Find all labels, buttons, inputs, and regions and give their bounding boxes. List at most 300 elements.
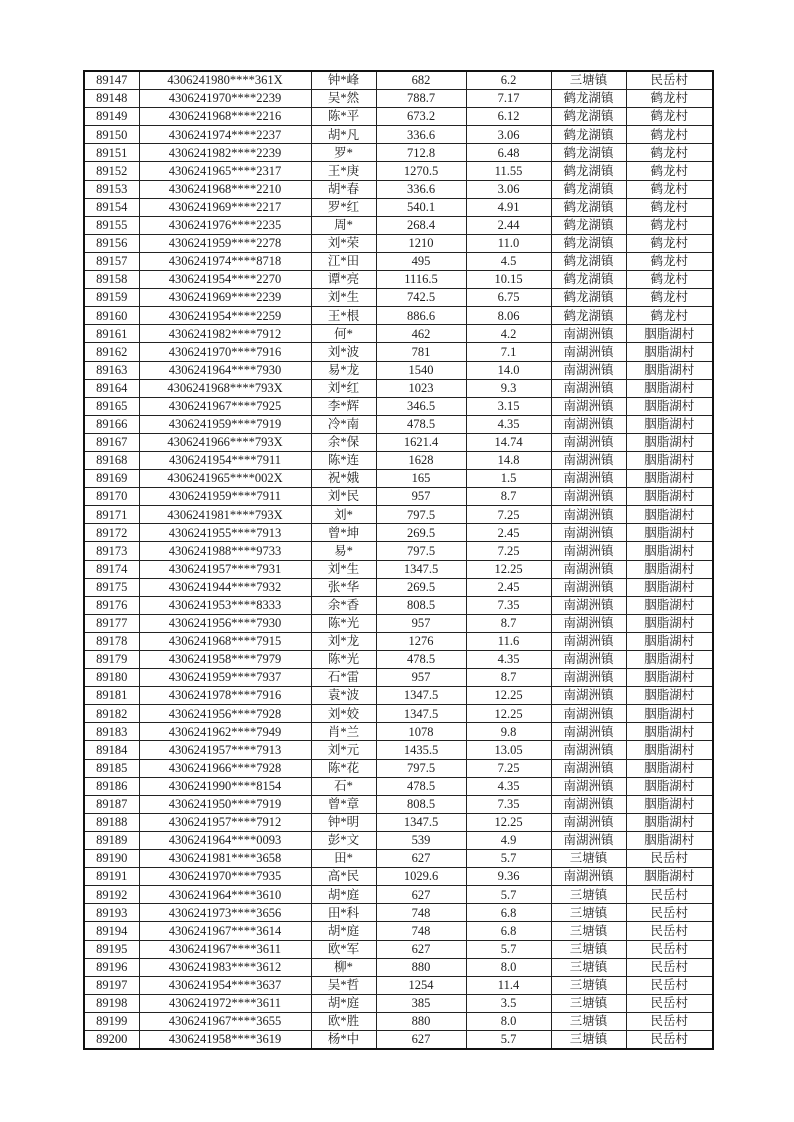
table-cell-amount: 1023 [376, 379, 466, 397]
table-cell-subsidy: 12.25 [466, 813, 551, 831]
table-cell-village: 胭脂湖村 [626, 795, 713, 813]
table-cell-serial: 89156 [84, 234, 139, 252]
table-cell-town: 南湖洲镇 [551, 542, 626, 560]
table-cell-town: 鹤龙湖镇 [551, 108, 626, 126]
table-cell-subsidy: 12.25 [466, 705, 551, 723]
table-row [84, 795, 713, 813]
table-row [84, 90, 713, 108]
table-cell-name: 刘*生 [311, 560, 376, 578]
table-cell-serial: 89190 [84, 850, 139, 868]
table-cell-id_masked: 4306241974****2237 [139, 126, 311, 144]
table-cell-town: 南湖洲镇 [551, 759, 626, 777]
table-cell-serial: 89165 [84, 397, 139, 415]
table-cell-name: 曾*坤 [311, 524, 376, 542]
table-cell-village: 民岳村 [626, 1012, 713, 1030]
table-cell-serial: 89149 [84, 108, 139, 126]
table-cell-amount: 269.5 [376, 524, 466, 542]
table-cell-town: 南湖洲镇 [551, 361, 626, 379]
table-cell-village: 胭脂湖村 [626, 433, 713, 451]
table-row [84, 632, 713, 650]
table-cell-serial: 89188 [84, 813, 139, 831]
table-cell-town: 南湖洲镇 [551, 813, 626, 831]
table-cell-id_masked: 4306241955****7913 [139, 524, 311, 542]
table-cell-village: 胭脂湖村 [626, 596, 713, 614]
table-cell-village: 民岳村 [626, 904, 713, 922]
table-cell-serial: 89199 [84, 1012, 139, 1030]
table-cell-id_masked: 4306241964****7930 [139, 361, 311, 379]
table-cell-serial: 89157 [84, 252, 139, 270]
table-cell-amount: 478.5 [376, 415, 466, 433]
table-cell-serial: 89170 [84, 488, 139, 506]
table-cell-subsidy: 14.8 [466, 451, 551, 469]
table-cell-amount: 1116.5 [376, 271, 466, 289]
table-cell-serial: 89191 [84, 868, 139, 886]
table-cell-amount: 495 [376, 252, 466, 270]
table-cell-subsidy: 8.06 [466, 307, 551, 325]
table-cell-town: 鹤龙湖镇 [551, 289, 626, 307]
table-cell-serial: 89168 [84, 451, 139, 469]
table-row [84, 976, 713, 994]
table-cell-name: 易*龙 [311, 361, 376, 379]
table-cell-id_masked: 4306241967****3655 [139, 1012, 311, 1030]
table-cell-village: 胭脂湖村 [626, 542, 713, 560]
table-cell-village: 胭脂湖村 [626, 451, 713, 469]
table-cell-subsidy: 5.7 [466, 850, 551, 868]
table-cell-subsidy: 7.25 [466, 759, 551, 777]
table-cell-id_masked: 4306241957****7912 [139, 813, 311, 831]
table-cell-name: 石* [311, 777, 376, 795]
table-cell-id_masked: 4306241968****7915 [139, 632, 311, 650]
table-cell-town: 鹤龙湖镇 [551, 252, 626, 270]
table-cell-village: 胭脂湖村 [626, 705, 713, 723]
table-cell-village: 胭脂湖村 [626, 524, 713, 542]
table-cell-town: 南湖洲镇 [551, 415, 626, 433]
table-cell-town: 鹤龙湖镇 [551, 271, 626, 289]
table-cell-village: 鹤龙村 [626, 144, 713, 162]
table-cell-subsidy: 13.05 [466, 741, 551, 759]
table-cell-amount: 682 [376, 71, 466, 90]
table-cell-subsidy: 6.48 [466, 144, 551, 162]
table-cell-serial: 89181 [84, 687, 139, 705]
table-cell-id_masked: 4306241983****3612 [139, 958, 311, 976]
table-cell-amount: 540.1 [376, 198, 466, 216]
table-row [84, 108, 713, 126]
table-cell-town: 南湖洲镇 [551, 433, 626, 451]
table-cell-id_masked: 4306241959****7919 [139, 415, 311, 433]
table-cell-village: 胭脂湖村 [626, 361, 713, 379]
table-cell-id_masked: 4306241966****7928 [139, 759, 311, 777]
table-cell-amount: 748 [376, 904, 466, 922]
table-row [84, 831, 713, 849]
table-row [84, 325, 713, 343]
table-cell-subsidy: 6.8 [466, 922, 551, 940]
table-cell-amount: 957 [376, 669, 466, 687]
table-cell-subsidy: 2.44 [466, 216, 551, 234]
table-cell-name: 张*华 [311, 578, 376, 596]
table-row [84, 687, 713, 705]
table-cell-subsidy: 1.5 [466, 470, 551, 488]
table-cell-id_masked: 4306241976****2235 [139, 216, 311, 234]
table-row [84, 162, 713, 180]
table-cell-village: 胭脂湖村 [626, 759, 713, 777]
table-cell-amount: 1347.5 [376, 560, 466, 578]
table-cell-serial: 89182 [84, 705, 139, 723]
table-row [84, 705, 713, 723]
table-cell-serial: 89198 [84, 994, 139, 1012]
table-cell-town: 三塘镇 [551, 940, 626, 958]
table-cell-subsidy: 6.12 [466, 108, 551, 126]
table-cell-subsidy: 3.15 [466, 397, 551, 415]
table-cell-subsidy: 9.36 [466, 868, 551, 886]
table-cell-id_masked: 4306241970****7916 [139, 343, 311, 361]
table-cell-amount: 1347.5 [376, 705, 466, 723]
table-cell-id_masked: 4306241957****7913 [139, 741, 311, 759]
table-cell-name: 欧*胜 [311, 1012, 376, 1030]
table-row [84, 415, 713, 433]
table-cell-amount: 1078 [376, 723, 466, 741]
table-cell-village: 民岳村 [626, 922, 713, 940]
table-cell-name: 石*雷 [311, 669, 376, 687]
table-row [84, 343, 713, 361]
table-cell-id_masked: 4306241970****2239 [139, 90, 311, 108]
table-cell-subsidy: 8.7 [466, 488, 551, 506]
table-cell-town: 南湖洲镇 [551, 506, 626, 524]
table-cell-amount: 1270.5 [376, 162, 466, 180]
table-cell-town: 三塘镇 [551, 994, 626, 1012]
table-cell-amount: 165 [376, 470, 466, 488]
table-cell-subsidy: 4.91 [466, 198, 551, 216]
table-cell-amount: 1435.5 [376, 741, 466, 759]
table-row [84, 813, 713, 831]
table-cell-village: 胭脂湖村 [626, 506, 713, 524]
table-cell-town: 南湖洲镇 [551, 451, 626, 469]
table-body [84, 71, 713, 1049]
table-cell-serial: 89167 [84, 433, 139, 451]
table-cell-subsidy: 10.15 [466, 271, 551, 289]
table-cell-subsidy: 6.8 [466, 904, 551, 922]
table-cell-village: 胭脂湖村 [626, 560, 713, 578]
table-cell-name: 胡*庭 [311, 886, 376, 904]
table-cell-name: 罗*红 [311, 198, 376, 216]
table-cell-id_masked: 4306241968****2216 [139, 108, 311, 126]
table-cell-village: 鹤龙村 [626, 307, 713, 325]
table-cell-serial: 89178 [84, 632, 139, 650]
table-cell-id_masked: 4306241974****8718 [139, 252, 311, 270]
table-cell-serial: 89158 [84, 271, 139, 289]
table-cell-subsidy: 4.35 [466, 415, 551, 433]
table-cell-village: 胭脂湖村 [626, 470, 713, 488]
table-cell-village: 鹤龙村 [626, 234, 713, 252]
table-cell-town: 南湖洲镇 [551, 669, 626, 687]
table-cell-amount: 268.4 [376, 216, 466, 234]
table-cell-subsidy: 5.7 [466, 940, 551, 958]
table-cell-name: 刘*民 [311, 488, 376, 506]
table-cell-amount: 1628 [376, 451, 466, 469]
table-cell-amount: 385 [376, 994, 466, 1012]
table-cell-town: 南湖洲镇 [551, 777, 626, 795]
table-cell-village: 鹤龙村 [626, 252, 713, 270]
table-cell-id_masked: 4306241970****7935 [139, 868, 311, 886]
table-cell-id_masked: 4306241957****7931 [139, 560, 311, 578]
table-cell-id_masked: 4306241956****7930 [139, 614, 311, 632]
table-cell-amount: 797.5 [376, 759, 466, 777]
table-row [84, 940, 713, 958]
table-cell-id_masked: 4306241944****7932 [139, 578, 311, 596]
table-cell-id_masked: 4306241954****2259 [139, 307, 311, 325]
table-cell-serial: 89161 [84, 325, 139, 343]
table-cell-amount: 880 [376, 1012, 466, 1030]
table-cell-amount: 957 [376, 614, 466, 632]
table-cell-town: 南湖洲镇 [551, 524, 626, 542]
table-cell-village: 鹤龙村 [626, 198, 713, 216]
table-cell-town: 南湖洲镇 [551, 379, 626, 397]
table-cell-subsidy: 2.45 [466, 524, 551, 542]
table-cell-id_masked: 4306241973****3656 [139, 904, 311, 922]
table-cell-serial: 89195 [84, 940, 139, 958]
table-cell-serial: 89176 [84, 596, 139, 614]
table-cell-name: 田* [311, 850, 376, 868]
table-row [84, 470, 713, 488]
table-cell-serial: 89171 [84, 506, 139, 524]
table-cell-amount: 627 [376, 886, 466, 904]
table-row [84, 741, 713, 759]
table-cell-id_masked: 4306241982****2239 [139, 144, 311, 162]
table-cell-amount: 336.6 [376, 180, 466, 198]
table-cell-id_masked: 4306241981****793X [139, 506, 311, 524]
beneficiary-table [83, 70, 714, 1050]
table-cell-town: 南湖洲镇 [551, 651, 626, 669]
table-cell-town: 南湖洲镇 [551, 614, 626, 632]
table-cell-amount: 957 [376, 488, 466, 506]
table-row [84, 126, 713, 144]
table-cell-subsidy: 7.25 [466, 506, 551, 524]
table-cell-town: 南湖洲镇 [551, 470, 626, 488]
table-cell-subsidy: 11.55 [466, 162, 551, 180]
table-cell-id_masked: 4306241959****2278 [139, 234, 311, 252]
table-cell-town: 鹤龙湖镇 [551, 216, 626, 234]
table-cell-name: 何* [311, 325, 376, 343]
table-cell-id_masked: 4306241954****7911 [139, 451, 311, 469]
table-cell-amount: 1621.4 [376, 433, 466, 451]
table-cell-town: 鹤龙湖镇 [551, 198, 626, 216]
table-cell-name: 冷*南 [311, 415, 376, 433]
table-cell-town: 三塘镇 [551, 922, 626, 940]
table-cell-amount: 808.5 [376, 596, 466, 614]
table-cell-serial: 89153 [84, 180, 139, 198]
table-cell-name: 陈*连 [311, 451, 376, 469]
table-cell-subsidy: 4.35 [466, 651, 551, 669]
table-cell-village: 胭脂湖村 [626, 415, 713, 433]
table-cell-name: 彭*文 [311, 831, 376, 849]
table-row [84, 651, 713, 669]
table-cell-town: 鹤龙湖镇 [551, 90, 626, 108]
table-row [84, 850, 713, 868]
table-cell-amount: 788.7 [376, 90, 466, 108]
table-cell-subsidy: 11.6 [466, 632, 551, 650]
table-cell-amount: 797.5 [376, 542, 466, 560]
table-cell-serial: 89180 [84, 669, 139, 687]
table-cell-village: 民岳村 [626, 994, 713, 1012]
table-cell-village: 胭脂湖村 [626, 379, 713, 397]
table-cell-town: 鹤龙湖镇 [551, 144, 626, 162]
table-cell-name: 杨*中 [311, 1030, 376, 1049]
table-cell-id_masked: 4306241967****7925 [139, 397, 311, 415]
table-cell-name: 田*科 [311, 904, 376, 922]
table-cell-town: 三塘镇 [551, 904, 626, 922]
table-cell-amount: 797.5 [376, 506, 466, 524]
table-row [84, 451, 713, 469]
table-cell-id_masked: 4306241990****8154 [139, 777, 311, 795]
table-cell-village: 鹤龙村 [626, 126, 713, 144]
table-cell-subsidy: 4.5 [466, 252, 551, 270]
table-cell-name: 刘*龙 [311, 632, 376, 650]
table-cell-amount: 1347.5 [376, 813, 466, 831]
table-cell-serial: 89193 [84, 904, 139, 922]
table-cell-amount: 627 [376, 1030, 466, 1049]
table-cell-amount: 1347.5 [376, 687, 466, 705]
table-cell-name: 李*辉 [311, 397, 376, 415]
table-row [84, 886, 713, 904]
table-cell-amount: 627 [376, 940, 466, 958]
table-cell-name: 钟*峰 [311, 71, 376, 90]
table-cell-id_masked: 4306241978****7916 [139, 687, 311, 705]
table-cell-village: 民岳村 [626, 940, 713, 958]
table-cell-serial: 89179 [84, 651, 139, 669]
table-cell-subsidy: 7.35 [466, 596, 551, 614]
table-cell-name: 刘*红 [311, 379, 376, 397]
table-row [84, 433, 713, 451]
table-cell-subsidy: 8.0 [466, 1012, 551, 1030]
table-cell-id_masked: 4306241964****3610 [139, 886, 311, 904]
table-cell-village: 胭脂湖村 [626, 578, 713, 596]
table-cell-name: 刘*荣 [311, 234, 376, 252]
table-cell-id_masked: 4306241965****002X [139, 470, 311, 488]
table-cell-id_masked: 4306241969****2217 [139, 198, 311, 216]
table-cell-name: 罗* [311, 144, 376, 162]
table-row [84, 777, 713, 795]
table-cell-town: 南湖洲镇 [551, 795, 626, 813]
table-cell-amount: 269.5 [376, 578, 466, 596]
table-cell-village: 胭脂湖村 [626, 741, 713, 759]
table-cell-id_masked: 4306241968****2210 [139, 180, 311, 198]
table-cell-town: 南湖洲镇 [551, 868, 626, 886]
table-cell-serial: 89197 [84, 976, 139, 994]
table-row [84, 506, 713, 524]
table-cell-village: 民岳村 [626, 958, 713, 976]
table-cell-serial: 89183 [84, 723, 139, 741]
table-row [84, 488, 713, 506]
table-cell-id_masked: 4306241967****3614 [139, 922, 311, 940]
table-cell-id_masked: 4306241988****9733 [139, 542, 311, 560]
table-cell-amount: 1210 [376, 234, 466, 252]
table-cell-village: 鹤龙村 [626, 271, 713, 289]
table-cell-village: 民岳村 [626, 71, 713, 90]
table-cell-serial: 89169 [84, 470, 139, 488]
table-row [84, 578, 713, 596]
table-cell-village: 胭脂湖村 [626, 831, 713, 849]
table-cell-town: 南湖洲镇 [551, 741, 626, 759]
table-cell-subsidy: 12.25 [466, 687, 551, 705]
table-cell-village: 鹤龙村 [626, 180, 713, 198]
table-cell-amount: 1276 [376, 632, 466, 650]
table-cell-name: 欧*军 [311, 940, 376, 958]
table-cell-town: 三塘镇 [551, 1012, 626, 1030]
table-cell-serial: 89189 [84, 831, 139, 849]
table-cell-serial: 89150 [84, 126, 139, 144]
table-cell-village: 胭脂湖村 [626, 651, 713, 669]
table-cell-id_masked: 4306241959****7937 [139, 669, 311, 687]
table-cell-subsidy: 4.9 [466, 831, 551, 849]
table-cell-amount: 336.6 [376, 126, 466, 144]
table-cell-town: 南湖洲镇 [551, 560, 626, 578]
table-cell-id_masked: 4306241956****7928 [139, 705, 311, 723]
table-row [84, 958, 713, 976]
table-row [84, 669, 713, 687]
table-cell-amount: 748 [376, 922, 466, 940]
table-cell-id_masked: 4306241980****361X [139, 71, 311, 90]
table-cell-amount: 1254 [376, 976, 466, 994]
table-cell-name: 王*庚 [311, 162, 376, 180]
table-cell-name: 吴*哲 [311, 976, 376, 994]
table-cell-town: 南湖洲镇 [551, 325, 626, 343]
table-cell-id_masked: 4306241962****7949 [139, 723, 311, 741]
table-cell-amount: 346.5 [376, 397, 466, 415]
table-cell-amount: 742.5 [376, 289, 466, 307]
table-row [84, 234, 713, 252]
table-cell-name: 胡*庭 [311, 994, 376, 1012]
table-row [84, 723, 713, 741]
table-cell-name: 祝*娥 [311, 470, 376, 488]
table-cell-town: 三塘镇 [551, 886, 626, 904]
table-cell-village: 胭脂湖村 [626, 868, 713, 886]
table-cell-name: 陈*光 [311, 614, 376, 632]
table-cell-serial: 89200 [84, 1030, 139, 1049]
table-cell-subsidy: 4.35 [466, 777, 551, 795]
table-cell-name: 谭*亮 [311, 271, 376, 289]
table-cell-name: 刘*姣 [311, 705, 376, 723]
table-cell-amount: 627 [376, 850, 466, 868]
table-cell-subsidy: 8.0 [466, 958, 551, 976]
table-cell-serial: 89196 [84, 958, 139, 976]
table-row [84, 542, 713, 560]
table-cell-id_masked: 4306241982****7912 [139, 325, 311, 343]
table-cell-town: 南湖洲镇 [551, 343, 626, 361]
table-row [84, 307, 713, 325]
table-row [84, 289, 713, 307]
table-row [84, 1012, 713, 1030]
table-cell-subsidy: 2.45 [466, 578, 551, 596]
table-cell-subsidy: 8.7 [466, 669, 551, 687]
table-cell-town: 南湖洲镇 [551, 687, 626, 705]
table-cell-village: 胭脂湖村 [626, 488, 713, 506]
table-cell-village: 民岳村 [626, 1030, 713, 1049]
table-cell-amount: 1540 [376, 361, 466, 379]
table-cell-serial: 89194 [84, 922, 139, 940]
table-cell-id_masked: 4306241958****7979 [139, 651, 311, 669]
table-cell-town: 三塘镇 [551, 958, 626, 976]
table-cell-name: 曾*章 [311, 795, 376, 813]
table-cell-village: 民岳村 [626, 850, 713, 868]
table-cell-name: 刘*生 [311, 289, 376, 307]
table-cell-serial: 89192 [84, 886, 139, 904]
table-cell-id_masked: 4306241965****2317 [139, 162, 311, 180]
table-cell-name: 胡*庭 [311, 922, 376, 940]
table-cell-id_masked: 4306241981****3658 [139, 850, 311, 868]
table-cell-amount: 462 [376, 325, 466, 343]
table-cell-town: 南湖洲镇 [551, 488, 626, 506]
table-cell-serial: 89147 [84, 71, 139, 90]
table-cell-id_masked: 4306241958****3619 [139, 1030, 311, 1049]
